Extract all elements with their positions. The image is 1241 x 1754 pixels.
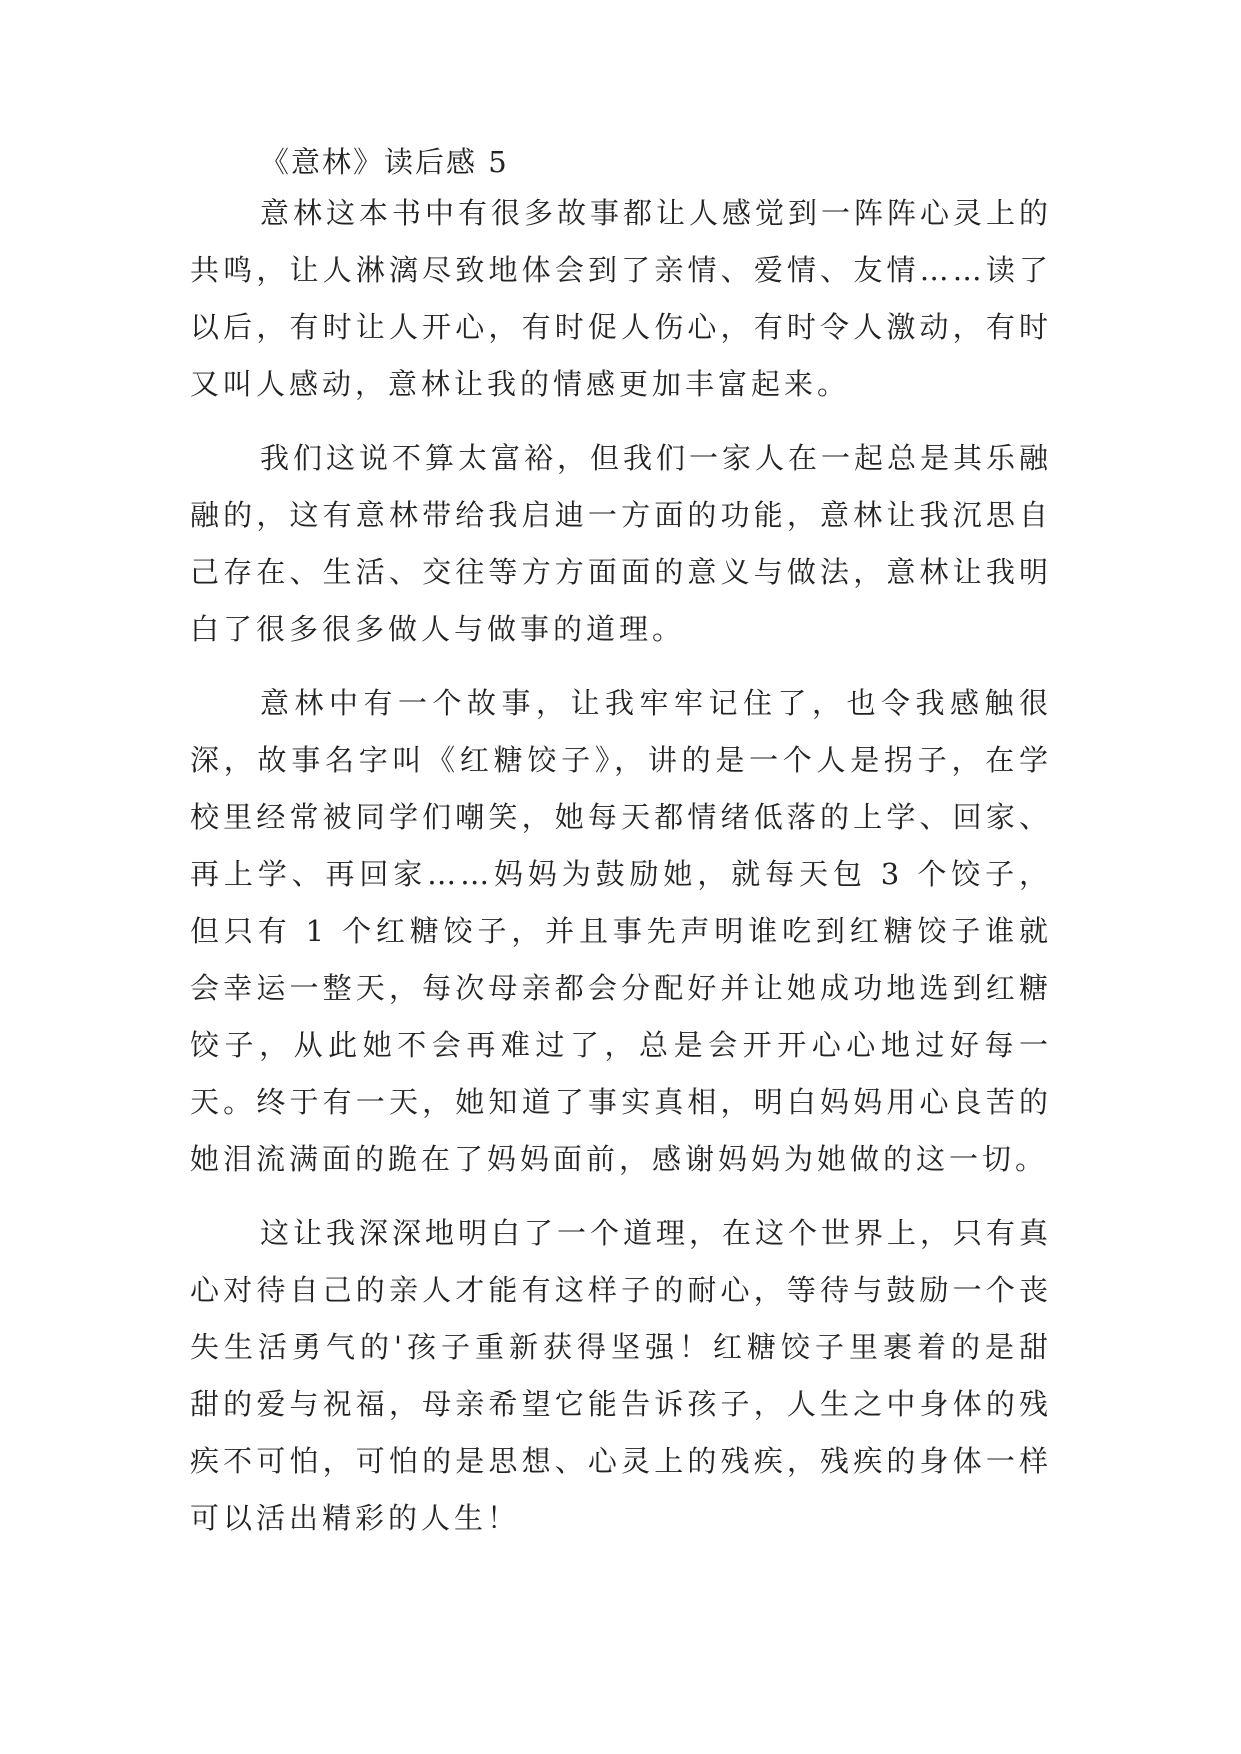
document-title: 《意林》读后感 5 — [260, 145, 509, 179]
document-body — [190, 185, 1052, 1547]
paragraph-2: 我们这说不算太富裕，但我们一家人在一起总是其乐融融的，这有意林带给我启迪一方面的功能，意林让我沉思自己存在、生活、交往等方方面面的意义与做法，意林让我明白了很多很多做人与做事的道理。 — [190, 441, 1053, 646]
document-page — [190, 140, 1052, 1547]
paragraph-4: 这让我深深地明白了一个道理，在这个世界上，只有真心对待自己的亲人才能有这样子的耐心，等待与鼓励一个丧失生活勇气的'孩子重新获得坚强！红糖饺子里裹着的是甜甜的爱与祝福，母亲希望它能告诉孩子，人生之中身体的残疾不可怕，可怕的是思想、心灵上的残疾，残疾的身体一样可以活出精彩的人生！ — [190, 1216, 1053, 1535]
paragraph-3: 意林中有一个故事，让我牢牢记住了，也令我感触很深，故事名字叫《红糖饺子》，讲的是一个人是拐子，在学校里经常被同学们嘲笑，她每天都情绪低落的上学、回家、再上学、再回家……妈妈为鼓励她，就每天包 3 个饺子，但只有 1 个红糖饺子，并且事先声明谁吃到红糖饺子谁就会幸运一整天，每次母亲都会分配好并让她成功地选到红糖饺子，从此她不会再难过了，总是会开开心心地过好每一天。终于有一天，她知道了事实真相，明白妈妈用心良苦的她泪流满面的跪在了妈妈面前，感谢妈妈为她做的这一切。 — [190, 686, 1052, 1176]
paragraph-1: 意林这本书中有很多故事都让人感觉到一阵阵心灵上的共鸣，让人淋漓尽致地体会到了亲情、爱情、友情……读了以后，有时让人开心，有时促人伤心，有时令人激动，有时又叫人感动，意林让我的情感更加丰富起来。 — [190, 196, 1053, 401]
